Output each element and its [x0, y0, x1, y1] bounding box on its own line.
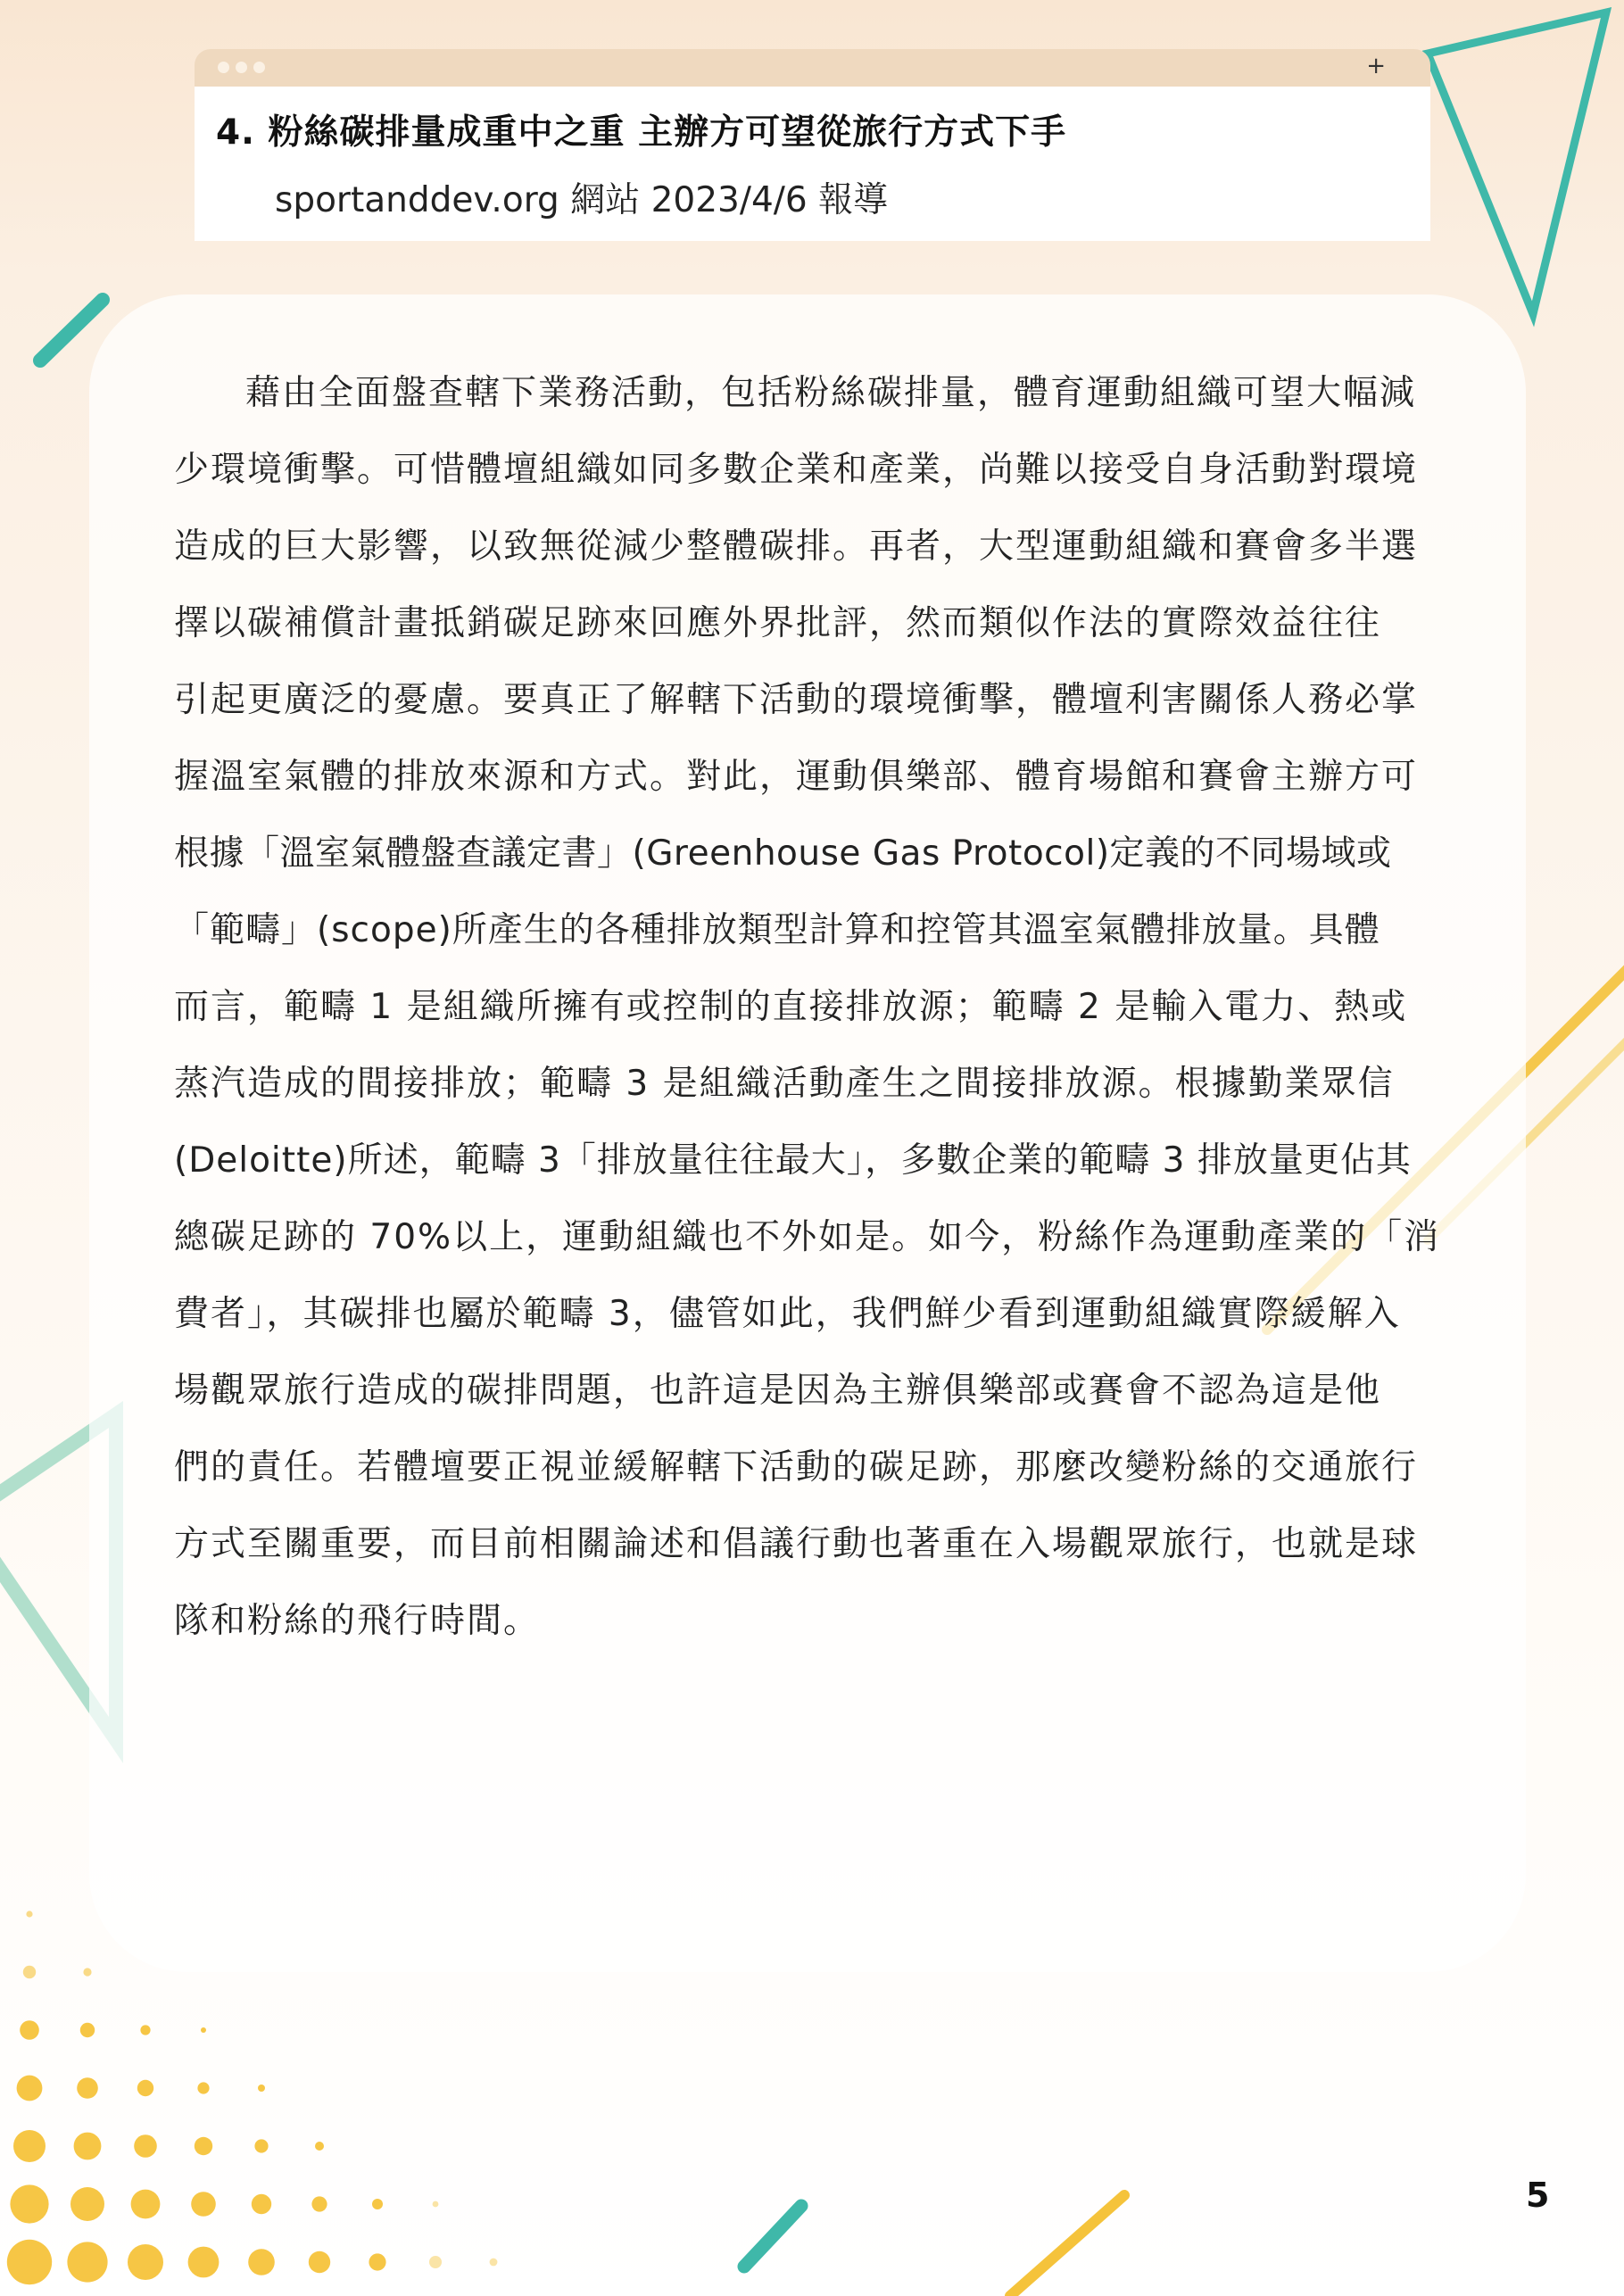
decor-dot: [134, 2134, 157, 2158]
decor-dot: [195, 2137, 212, 2155]
decor-dot: [74, 2133, 102, 2160]
paragraph-line: 們的責任。若體壇要正視並緩解轄下活動的碳足跡，那麼改變粉絲的交通旅行: [174, 1447, 1419, 1488]
decor-dot: [23, 1966, 36, 1978]
paragraph-line: 方式至關重要，而目前相關論述和倡議行動也著重在入場觀眾旅行，也就是球: [174, 1524, 1419, 1564]
decor-dot: [372, 2199, 383, 2209]
paragraph-line: 總碳足跡的 70%以上，運動組織也不外如是。如今，粉絲作為運動產業的「消: [174, 1217, 1441, 1257]
decor-dot: [7, 2240, 52, 2284]
paragraph-line: 擇以碳補償計畫抵銷碳足跡來回應外界批評，然而類似作法的實際效益往往: [174, 603, 1382, 643]
paragraph-line: 「範疇」(scope)所產生的各種排放類型計算和控管其溫室氣體排放量。具體: [174, 910, 1380, 950]
decor-dot: [70, 2187, 104, 2221]
decor-dot: [315, 2142, 324, 2151]
window-title-bar: [195, 49, 1430, 87]
decor-dot: [26, 1911, 32, 1917]
yellow-slash-bottom: [1010, 2195, 1124, 2296]
header-card: [195, 49, 1430, 241]
header-content: [195, 87, 1430, 241]
paragraph-line: 蒸汽造成的間接排放；範疇 3 是組織活動產生之間接排放源。根據勤業眾信: [174, 1064, 1395, 1104]
window-dot-icon: [236, 62, 247, 73]
teal-slash-bottom: [744, 2206, 801, 2267]
decor-dot: [429, 2256, 442, 2268]
decor-dot: [20, 2020, 39, 2040]
decor-dot: [369, 2253, 385, 2270]
window-dot-icon: [218, 62, 229, 73]
paragraph-line: 場觀眾旅行造成的碳排問題，也許這是因為主辦俱樂部或賽會不認為這是他: [174, 1371, 1382, 1411]
decor-dot: [191, 2192, 216, 2217]
paragraph-line: 根據「溫室氣體盤查議定書」(Greenhouse Gas Protocol)定義的不同場域或: [174, 833, 1392, 874]
paragraph-line: (Deloitte)所述，範疇 3「排放量往往最大」，多數企業的範疇 3 排放量更佔其: [174, 1140, 1412, 1181]
decor-dot: [433, 2201, 439, 2208]
teal-slash-left: [40, 300, 103, 361]
article-body: [174, 355, 1450, 1660]
decor-dot: [197, 2082, 209, 2093]
article-source: sportanddev.org 網站 2023/4/6 報導: [275, 180, 889, 220]
window-dot-icon: [253, 62, 265, 73]
paragraph-line: 費者」，其碳排也屬於範疇 3，儘管如此，我們鮮少看到運動組織實際緩解入: [174, 1294, 1401, 1334]
decor-dot: [258, 2085, 265, 2092]
decor-dot: [67, 2242, 107, 2282]
decor-dot: [13, 2130, 46, 2162]
decor-dot: [10, 2184, 48, 2223]
decor-dot: [80, 2023, 95, 2037]
decor-dot: [128, 2244, 163, 2280]
decor-dot: [254, 2139, 268, 2152]
paragraph-line: 握溫室氣體的排放來源和方式。對此，運動俱樂部、體育場館和賽會主辦方可: [174, 757, 1419, 797]
decor-dot: [252, 2194, 271, 2214]
paragraph-line: 少環境衝擊。可惜體壇組織如同多數企業和產業，尚難以接受自身活動對環境: [174, 450, 1419, 490]
paragraph-line: 引起更廣泛的憂慮。要真正了解轄下活動的環境衝擊，體壇利害關係人務必掌: [174, 680, 1419, 720]
paragraph-line: 而言，範疇 1 是組織所擁有或控制的直接排放源；範疇 2 是輸入電力、熱或: [174, 987, 1408, 1027]
decor-dot: [77, 2077, 98, 2099]
decor-dot: [17, 2076, 43, 2101]
paragraph-line: 造成的巨大影響，以致無從減少整體碳排。再者，大型運動組織和賽會多半選: [174, 526, 1419, 567]
decor-dot: [131, 2190, 161, 2219]
decor-dot: [201, 2027, 206, 2033]
decor-dot: [140, 2025, 150, 2035]
decor-dot: [137, 2080, 153, 2096]
teal-triangle-top-right: [1428, 12, 1606, 314]
decor-dot: [83, 1968, 91, 1976]
paragraph-line: 隊和粉絲的飛行時間。: [174, 1601, 541, 1641]
decor-dot: [309, 2251, 330, 2273]
plus-icon: +: [1366, 53, 1386, 79]
paragraph-line: 藉由全面盤查轄下業務活動，包括粉絲碳排量，體育運動組織可望大幅減: [245, 373, 1417, 413]
page-number: 5: [1526, 2176, 1550, 2215]
article-title: 4. 粉絲碳排量成重中之重 主辦方可望從旅行方式下手: [216, 112, 1067, 153]
decor-dot: [188, 2247, 220, 2278]
decor-dot: [311, 2196, 327, 2211]
decor-dot: [248, 2249, 275, 2275]
decor-dot: [490, 2259, 498, 2267]
